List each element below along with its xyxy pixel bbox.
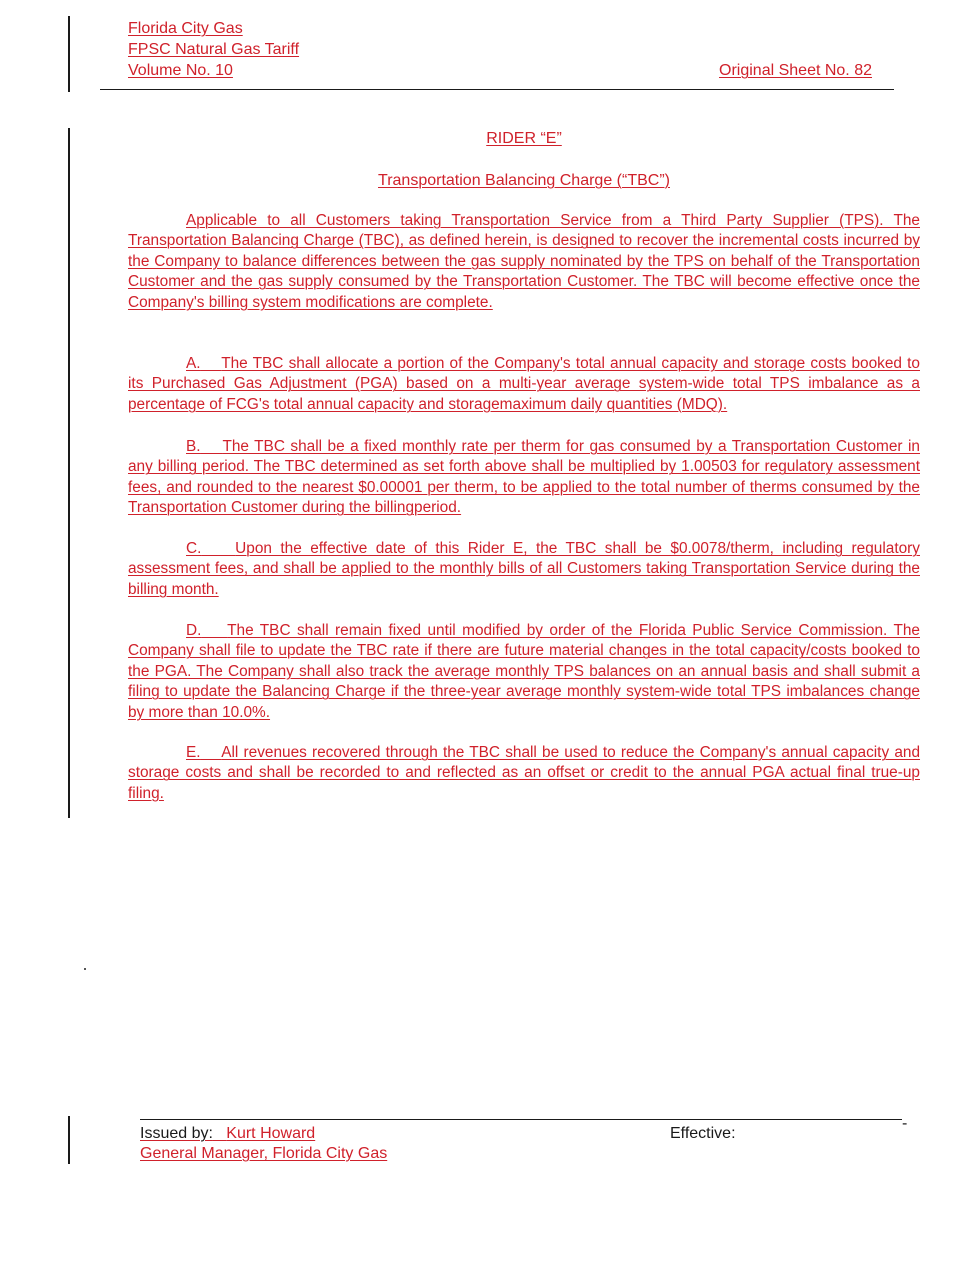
- item-e: [128, 743, 920, 804]
- issued-by-line: [140, 1124, 651, 1144]
- item-text: Upon the effective date of this Rider E, the TBC shall be $0.0078/therm, including regulatory assessment fees, and shall be applied to the monthly bills of all Customers taking Transportation Service during the billing month.: [128, 540, 920, 598]
- item-letter: A.: [186, 355, 201, 372]
- item-text: The TBC shall be a fixed monthly rate per therm for gas consumed by a Transportation Customer in any billing period. The TBC determined as set forth above shall be multiplied by 1.00503 for regulatory assessment fees, and rounded to the nearest $0.00001 per therm, to be applied to the total number of therms consumed by the Transportation Customer during the billingperiod.: [128, 438, 920, 517]
- sheet-header: [128, 18, 299, 81]
- item-text: The TBC shall allocate a portion of the Company's total annual capacity and storage costs booked to its Purchased Gas Adjustment (PGA) based on a multi-year average system-wide total TPS imbalance as a percentage of FCG's total annual capacity and storagemaximum daily quantities (MDQ).: [128, 355, 920, 413]
- rider-subtitle: Transportation Balancing Charge (“TBC”): [378, 172, 670, 189]
- header-rule: [100, 89, 894, 90]
- footer-dash: -: [902, 1115, 908, 1132]
- item-text: The TBC shall remain fixed until modified by order of the Florida Public Service Commission. The Company shall file to update the TBC rate if there are future material changes in the total capacity/costs booked to the PGA. The Company shall also track the average monthly TPS balances on an annual basis and shall submit a filing to update the Balancing Charge if the three-year average monthly system-wide total TPS imbalances change by more than 10.0%.: [128, 622, 920, 721]
- left-margin-bar-bottom: [68, 1116, 70, 1164]
- intro-paragraph: [128, 211, 920, 313]
- item-d: [128, 621, 920, 723]
- item-a: [128, 354, 920, 415]
- footer-issuer: [140, 1124, 651, 1164]
- sheet-number: Original Sheet No. 82: [719, 62, 872, 79]
- issuer-name: Kurt Howard: [226, 1125, 316, 1142]
- item-c: [128, 539, 920, 600]
- scan-speck: [84, 968, 86, 970]
- company-name: Florida City Gas: [128, 20, 243, 37]
- tariff-name: FPSC Natural Gas Tariff: [128, 41, 300, 58]
- item-letter: D.: [186, 622, 202, 639]
- item-letter: E.: [186, 744, 201, 761]
- left-margin-bar-middle: [68, 128, 70, 818]
- rider-title: RIDER “E”: [486, 130, 562, 147]
- footer-rule: [140, 1119, 902, 1120]
- item-b: [128, 437, 920, 519]
- issuer-title: General Manager, Florida City Gas: [140, 1145, 388, 1162]
- intro-text: Applicable to all Customers taking Transportation Service from a Third Party Supplier (TPS). The Transportation Balancing Charge (TBC), as defined herein, is designed to recover the incremental costs incurred by the Company to balance differences between the gas supply nominated by the TPS on behalf of the Transportation Customer and the gas supply consumed by the Transportation Customer. The TBC will become effective once the Company's billing system modifications are complete.: [128, 212, 920, 311]
- issued-label: Issued by:: [140, 1125, 213, 1142]
- item-letter: C.: [186, 540, 202, 557]
- effective-label: Effective:: [670, 1125, 736, 1142]
- item-text: All revenues recovered through the TBC shall be used to reduce the Company's annual capacity and storage costs and shall be recorded to and reflected as an offset or credit to the annual PGA actual final true-up filing.: [128, 744, 921, 802]
- left-margin-bar-top: [68, 16, 70, 92]
- item-letter: B.: [186, 438, 201, 455]
- volume-number: Volume No. 10: [128, 62, 233, 79]
